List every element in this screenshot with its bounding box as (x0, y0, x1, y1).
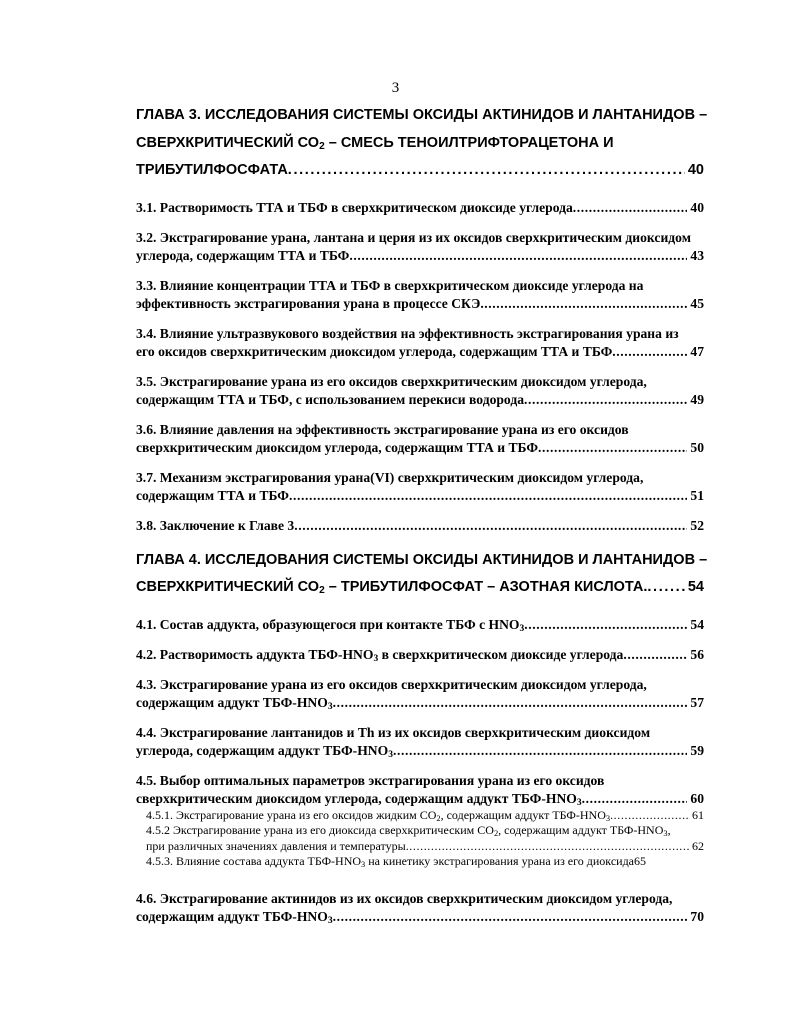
toc-entry-title-line-1: 3.4. Влияние ультразвукового воздействия на эффективность экстрагирования урана из (136, 325, 679, 341)
toc-entry-page: 61 (692, 807, 704, 822)
chapter-4-heading[interactable] (136, 547, 708, 602)
toc-entry-title: 3.8. Заключение к Главе 3 (136, 517, 295, 533)
toc-entry-title-line-1: 3.2. Экстрагирование урана, лантана и церия из их оксидов сверхкритическим диоксидом (136, 229, 691, 245)
toc-entry-title-line-1: 3.3. Влияние концентрации ТТА и ТБФ в сверхкритическом диоксиде углерода на (136, 277, 644, 293)
leader-dots (538, 439, 687, 457)
toc-entry-title-line-1: 3.6. Влияние давления на эффективность экстрагирование урана из его оксидов (136, 421, 629, 437)
toc-entry-4-5[interactable] (136, 772, 704, 808)
page-number: 3 (391, 80, 400, 96)
toc-entry-title: 4.5.3. Влияние состава аддукта ТБФ-$HNO_3$ на кинетику экстрагирования урана из его диоксида (146, 854, 634, 869)
chapter-3-title-line-3: ТРИБУТИЛФОСФАТА (136, 162, 288, 178)
leader-dots (289, 487, 687, 505)
toc-entry-title-line-2: содержащим ТТА и ТБФ (136, 487, 289, 503)
toc-entry-page: 59 (690, 742, 704, 758)
toc-entry-page: 51 (690, 487, 704, 503)
toc-entry-4-4[interactable] (136, 724, 704, 760)
toc-entry-page: 57 (690, 694, 704, 710)
toc-entry-title-line-2: углерода, содержащим аддукт ТБФ-$HNO_3$ (136, 742, 393, 760)
toc-entry-4-2[interactable] (136, 646, 704, 664)
leader-dots (406, 839, 689, 855)
chapter-3-title-line-1: ГЛАВА 3. ИССЛЕДОВАНИЯ СИСТЕМЫ ОКСИДЫ АКТИНИДОВ И ЛАНТАНИДОВ – (136, 107, 708, 123)
toc-entry-title-line-2: углерода, содержащим ТТА и ТБФ (136, 247, 350, 263)
toc-entry-page: 56 (690, 646, 704, 662)
toc-entry-title-line-2: содержащим аддукт ТБФ-$HNO_3$ (136, 908, 333, 926)
toc-entry-4-5-2[interactable] (136, 823, 704, 854)
toc-entry-title-line-1: 4.3. Экстрагирование урана из его оксидов сверхкритическим диоксидом углерода, (136, 676, 647, 692)
leader-dots (612, 343, 687, 361)
leader-dots (582, 790, 688, 808)
toc-entry-title-line-2: содержащим аддукт ТБФ-$HNO_3$ (136, 694, 333, 712)
chapter-3-heading[interactable] (136, 102, 708, 185)
toc-entry-page: 65 (634, 854, 646, 868)
toc-entry-title: 4.1. Состав аддукта, образующегося при контакте ТБФ с $HNO_3$ (136, 616, 525, 634)
toc-entry-3-5[interactable] (136, 373, 704, 409)
toc-entry-title-line-2: эффективность экстрагирования урана в процессе СКЭ (136, 295, 481, 311)
toc-entry-page: 62 (692, 838, 704, 853)
toc-entry-title: 4.5.1. Экстрагирование урана из его оксидов жидким $CO_2$, содержащим аддукт ТБФ-$HNO_3$ (146, 807, 611, 823)
chapter-3-title-line-2: СВЕРХКРИТИЧЕСКИЙ $СО_2$ – СМЕСЬ ТЕНОИЛТРИФТОРАЦЕТОНА И (136, 134, 614, 152)
toc-entry-title-line-2: содержащим ТТА и ТБФ, с использованием перекиси водорода (136, 391, 525, 407)
toc-entry-4-1[interactable] (136, 616, 704, 634)
chapter-4-title-line-1: ГЛАВА 4. ИССЛЕДОВАНИЯ СИСТЕМЫ ОКСИДЫ АКТИНИДОВ И ЛАНТАНИДОВ – (136, 551, 708, 568)
leader-dots (524, 391, 687, 409)
toc-entry-3-8[interactable] (136, 517, 704, 535)
toc-entry-4-5-1[interactable] (136, 808, 704, 824)
toc-entry-3-4[interactable] (136, 325, 704, 361)
toc-entry-page: 60 (690, 790, 704, 806)
toc-entry-page: 54 (690, 616, 704, 632)
toc-entry-4-6[interactable] (136, 890, 704, 926)
leader-dots (393, 742, 687, 760)
leader-dots (349, 247, 687, 265)
toc-entry-title-line-1: 4.5.2 Экстрагирование урана из его диоксида сверхкритическим $CO_2$, содержащим аддукт ТБФ-$HNO_3$, (146, 823, 671, 838)
toc-entry-3-7[interactable] (136, 469, 704, 505)
leader-dots (524, 616, 687, 634)
toc-entry-title-line-2: сверхкритическим диоксидом углерода, содержащим ТТА и ТБФ (136, 439, 538, 455)
chapter-4-page: 54 (687, 579, 704, 595)
toc-entry-page: 40 (690, 199, 704, 215)
toc-entry-3-1[interactable] (136, 199, 704, 217)
leader-dots (333, 694, 688, 712)
toc-entry-title: 3.1. Растворимость ТТА и ТБФ в сверхкритическом диоксиде углерода (136, 199, 573, 215)
leader-dots (294, 517, 687, 535)
toc-entry-title-line-1: 3.5. Экстрагирование урана из его оксидов сверхкритическим диоксидом углерода, (136, 373, 647, 389)
toc-entry-3-2[interactable] (136, 229, 704, 265)
leader-dots (288, 157, 685, 185)
chapter-4-title-line-2: СВЕРХКРИТИЧЕСКИЙ $СО_2$ – ТРИБУТИЛФОСФАТ – АЗОТНАЯ КИСЛОТА. (136, 579, 648, 596)
toc-entry-title: 4.2. Растворимость аддукта ТБФ-$HNO_3$ в сверхкритическом диоксиде углерода (136, 646, 624, 664)
table-of-contents (136, 102, 708, 938)
toc-entry-page: 70 (690, 908, 704, 924)
toc-entry-title-line-1: 4.5. Выбор оптимальных параметров экстрагирования урана из его оксидов (136, 772, 605, 788)
toc-entry-page: 49 (690, 391, 704, 407)
toc-entry-title-line-1: 4.6. Экстрагирование актинидов из их оксидов сверхкритическим диоксидом углерода, (136, 890, 673, 906)
toc-entry-title-line-1: 3.7. Механизм экстрагирования урана(VI) сверхкритическим диоксидом углерода, (136, 469, 644, 485)
leader-dots (647, 574, 684, 602)
leader-dots (333, 908, 688, 926)
toc-entry-title-line-2: сверхкритическим диоксидом углерода, содержащим аддукт ТБФ-$HNO_3$ (136, 790, 582, 808)
toc-entry-title-line-2: его оксидов сверхкритическим диоксидом углерода, содержащим ТТА и ТБФ (136, 343, 613, 359)
toc-entry-4-5-3[interactable] (136, 854, 704, 870)
toc-entry-3-6[interactable] (136, 421, 704, 457)
leader-dots (610, 808, 689, 824)
toc-entry-3-3[interactable] (136, 277, 704, 313)
leader-dots (573, 199, 688, 217)
toc-entry-4-5-group (136, 772, 704, 870)
leader-dots (480, 295, 687, 313)
toc-entry-page: 52 (690, 517, 704, 533)
toc-entry-title-line-2: при различных значениях давления и температуры (146, 838, 406, 853)
toc-entry-page: 47 (690, 343, 704, 359)
leader-dots (623, 646, 687, 664)
toc-entry-page: 45 (690, 295, 704, 311)
toc-entry-page: 50 (690, 439, 704, 455)
toc-entry-title-line-1: 4.4. Экстрагирование лантанидов и Th из их оксидов сверхкритическим диоксидом (136, 724, 651, 740)
toc-entry-page: 43 (690, 247, 704, 263)
chapter-3-page: 40 (687, 162, 704, 178)
toc-entry-4-3[interactable] (136, 676, 704, 712)
